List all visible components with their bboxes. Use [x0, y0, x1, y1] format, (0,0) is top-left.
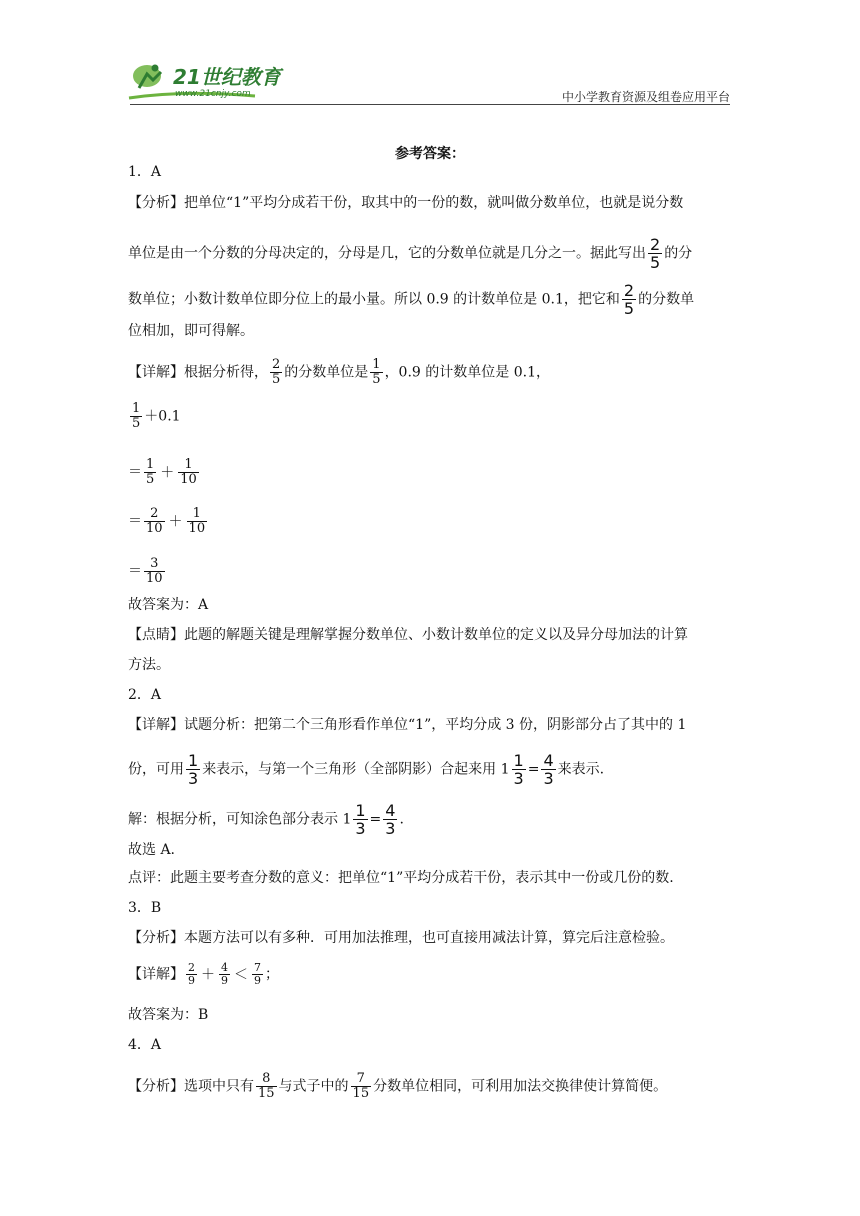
- fraction-7-9: $\frac{7}{9}$: [254, 961, 261, 987]
- svg-text:21世纪教育: 21世纪教育: [173, 65, 281, 89]
- fraction-2-9: $\frac{2}{9}$: [188, 961, 195, 987]
- fraction-1-10: $\frac{1}{10}$: [180, 457, 197, 487]
- q1-detail: 【详解】根据分析得， $\frac{2}{5}$ 的分数单位是 $\frac{1}{5}$ ，0.9 的计数单位是 0.1，: [128, 357, 550, 387]
- q2-detail-line1: 【详解】试题分析：把第二个三角形看作单位“1”，平均分成 3 份，阴影部分占了其中的 1: [128, 717, 687, 733]
- q1-answer: 故答案为：A: [128, 597, 209, 613]
- q1-step2: ＝ $\frac{1}{5}$ ＋ $\frac{1}{10}$: [128, 457, 197, 487]
- page-header: [125, 60, 730, 104]
- page-title: 参考答案：: [395, 146, 465, 162]
- q1-step1: $\frac{1}{5}$ ＋0.1: [132, 401, 181, 431]
- fraction-2-10: $\frac{2}{10}$: [146, 506, 163, 536]
- fraction-1-3: $\frac{1}{3}$: [188, 751, 199, 788]
- fraction-2-5: $\frac{2}{5}$: [650, 235, 661, 272]
- q1-analysis-line2: 单位是由一个分数的分母决定的，分母是几，它的分数单位就是几分之一。据此写出 $\frac{2}{5}$ 的分: [128, 235, 693, 272]
- q3-number: 3．B: [128, 900, 162, 916]
- fraction-3-10: $\frac{3}{10}$: [146, 556, 163, 586]
- q3-analysis: 【分析】本题方法可以有多种．可用加法推理，也可直接用减法计算，算完后注意检验。: [128, 930, 674, 946]
- q4-number: 4．A: [128, 1037, 162, 1053]
- q1-number: 1．A: [128, 164, 162, 180]
- fraction-7-15: $\frac{7}{15}$: [352, 1071, 370, 1101]
- fraction-4-3: $\frac{4}{3}$: [385, 801, 396, 838]
- q1-step4: ＝ $\frac{3}{10}$: [128, 556, 163, 586]
- fraction-1-5: $\frac{1}{5}$: [372, 357, 381, 387]
- fraction-1-3: $\frac{1}{3}$: [355, 801, 366, 838]
- fraction-1-10: $\frac{1}{10}$: [188, 506, 206, 536]
- fraction-1-3: $\frac{1}{3}$: [513, 751, 524, 788]
- q1-comment-line1: 【点睛】此题的解题关键是理解掌握分数单位、小数计数单位的定义以及异分母加法的计算: [128, 627, 688, 643]
- q1-analysis-line1: 【分析】把单位“1”平均分成若干份，取其中的一份的数，就叫做分数单位，也就是说分数: [128, 195, 684, 211]
- q2-detail-line2: 份，可用 $\frac{1}{3}$ 来表示，与第一个三角形（全部阴影）合起来用 1 $\frac{1}{3}$ = $\frac{4}{3}$ 来表示.: [128, 751, 605, 788]
- q4-analysis: 【分析】选项中只有 $\frac{8}{15}$ 与式子中的 $\frac{7}{15}$ 分数单位相同，可利用加法交换律使计算简便。: [128, 1071, 668, 1101]
- q1-analysis-line4: 位相加，即可得解。: [128, 323, 254, 339]
- q2-solution: 解：根据分析，可知涂色部分表示 1 $\frac{1}{3}$ = $\frac{4}{3}$ .: [128, 801, 404, 838]
- header-rule: [130, 104, 730, 105]
- q1-analysis-line3: 数单位；小数计数单位即分位上的最小量。所以 0.9 的计数单位是 0.1，把它和 $\frac{2}{5}$ 的分数单: [128, 281, 695, 318]
- svg-text:www.21cnjy.com: www.21cnjy.com: [175, 89, 251, 99]
- q2-number: 2．A: [128, 687, 162, 703]
- logo-21cnjy: [125, 60, 295, 102]
- q2-choose: 故选 A.: [128, 842, 176, 858]
- fraction-2-5: $\frac{2}{5}$: [623, 281, 635, 318]
- fraction-4-9: $\frac{4}{9}$: [221, 961, 228, 987]
- q3-answer: 故答案为：B: [128, 1007, 209, 1023]
- fraction-2-5: $\frac{2}{5}$: [272, 357, 281, 387]
- q1-step3: ＝ $\frac{2}{10}$ ＋ $\frac{1}{10}$: [128, 506, 206, 536]
- q2-review: 点评：此题主要考查分数的意义：把单位“1”平均分成若干份，表示其中一份或几份的数.: [128, 870, 674, 886]
- q3-detail: 【详解】 $\frac{2}{9}$ ＋ $\frac{4}{9}$ ＜ $\frac{7}{9}$ ；: [128, 961, 279, 987]
- site-name: 中小学教育资源及组卷应用平台: [561, 90, 730, 104]
- fraction-4-3: $\frac{4}{3}$: [543, 751, 554, 788]
- fraction-8-15: $\frac{8}{15}$: [258, 1071, 275, 1101]
- q1-comment-line2: 方法。: [128, 657, 170, 673]
- fraction-1-5: $\frac{1}{5}$: [146, 457, 155, 487]
- fraction-1-5: $\frac{1}{5}$: [132, 401, 141, 431]
